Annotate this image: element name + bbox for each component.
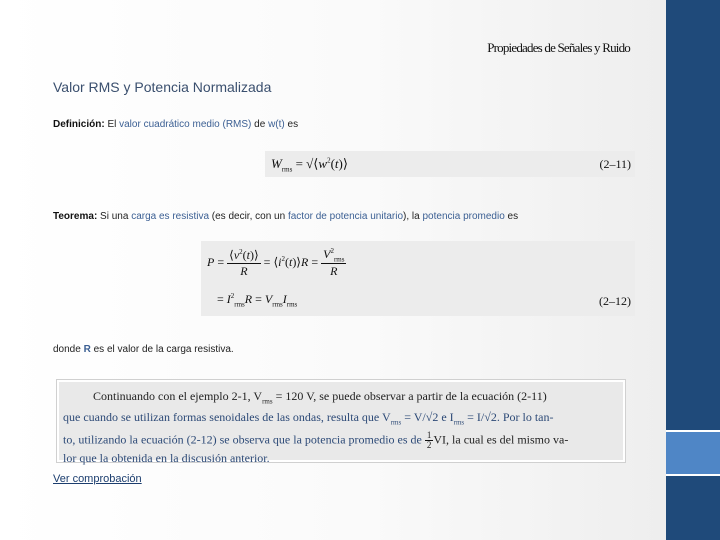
band-dark-top [666, 0, 720, 430]
signal-w: w(t) [268, 119, 285, 130]
definition-text: El [104, 119, 120, 130]
equation-number: (2–12) [599, 294, 631, 308]
example-line-2 [63, 409, 617, 430]
example-line-3 [63, 431, 617, 450]
theorem-text: es [504, 211, 519, 222]
equation-2-12-line2: = $I^2_{rms}R = V_{rms}I_{rms}$ [217, 292, 298, 309]
example-subscript: rms [262, 397, 273, 406]
theorem-text: (es decir, con un [209, 211, 288, 222]
example-subscript: rms [390, 418, 402, 427]
band-light [666, 432, 720, 474]
example-text: lor que la obtenida en la discusión anterior. [63, 450, 270, 465]
example-text: = 120 V, se puede observar a partir de la ecuación (2-11) [272, 389, 547, 403]
slide-header-title: Propiedades de Señales y Ruido [487, 40, 630, 55]
equation-2-11-formula: $W_{rms}$ = $√⟨w^2(t)⟩$ [271, 156, 348, 174]
theorem-text: Si una [97, 211, 132, 222]
side-decoration-band [666, 0, 720, 540]
equation-2-11 [265, 151, 635, 177]
example-box [57, 380, 625, 465]
rms-term: valor cuadrático medio (RMS) [119, 119, 252, 130]
where-paragraph [53, 344, 234, 355]
theorem-label: Teorema: [53, 211, 98, 222]
example-subscript: rms [453, 418, 465, 427]
where-text: es el valor de la carga resistiva. [90, 344, 234, 355]
resistance-symbol: R [83, 344, 91, 355]
example-text: Continuando con el ejemplo 2-1, V [93, 389, 263, 403]
definition-text: de [251, 119, 269, 130]
where-text: donde [53, 344, 84, 355]
resistive-load-term: carga es resistiva [131, 211, 210, 222]
definition-paragraph [53, 119, 298, 130]
theorem-paragraph [53, 211, 518, 222]
equation-2-12-line1: P = $\frac{⟨v^2(t)⟩}{R}$ = $⟨i^2(t)⟩R$ = $\frac{V^2_{rms}}{R}$ [207, 247, 345, 279]
example-text: = V/√2 e I [401, 410, 454, 425]
example-text: to, utilizando la ecuación (2-12) se observa que la potencia promedio es de [63, 432, 425, 447]
example-text: VI, la cual es del mismo va- [433, 432, 569, 447]
example-text: que cuando se utilizan formas senoidales de las ondas, resulta que V [63, 410, 391, 425]
definition-label: Definición: [53, 119, 105, 130]
equation-2-12 [201, 241, 635, 316]
definition-text: es [284, 119, 299, 130]
theorem-text: ), la [403, 211, 423, 222]
section-title: Valor RMS y Potencia Normalizada [53, 79, 272, 95]
equation-number: (2–11) [599, 157, 631, 171]
example-line-4 [63, 450, 617, 466]
one-half-fraction: $\frac{1}{2}$ [426, 429, 432, 450]
power-factor-term: factor de potencia unitario [287, 211, 404, 222]
band-dark-bottom [666, 476, 720, 540]
example-line-1 [63, 388, 617, 409]
example-text: = I/√2. Por lo tan- [464, 410, 554, 425]
average-power-term: potencia promedio [422, 211, 505, 222]
view-proof-link[interactable]: Ver comprobación [53, 473, 142, 485]
